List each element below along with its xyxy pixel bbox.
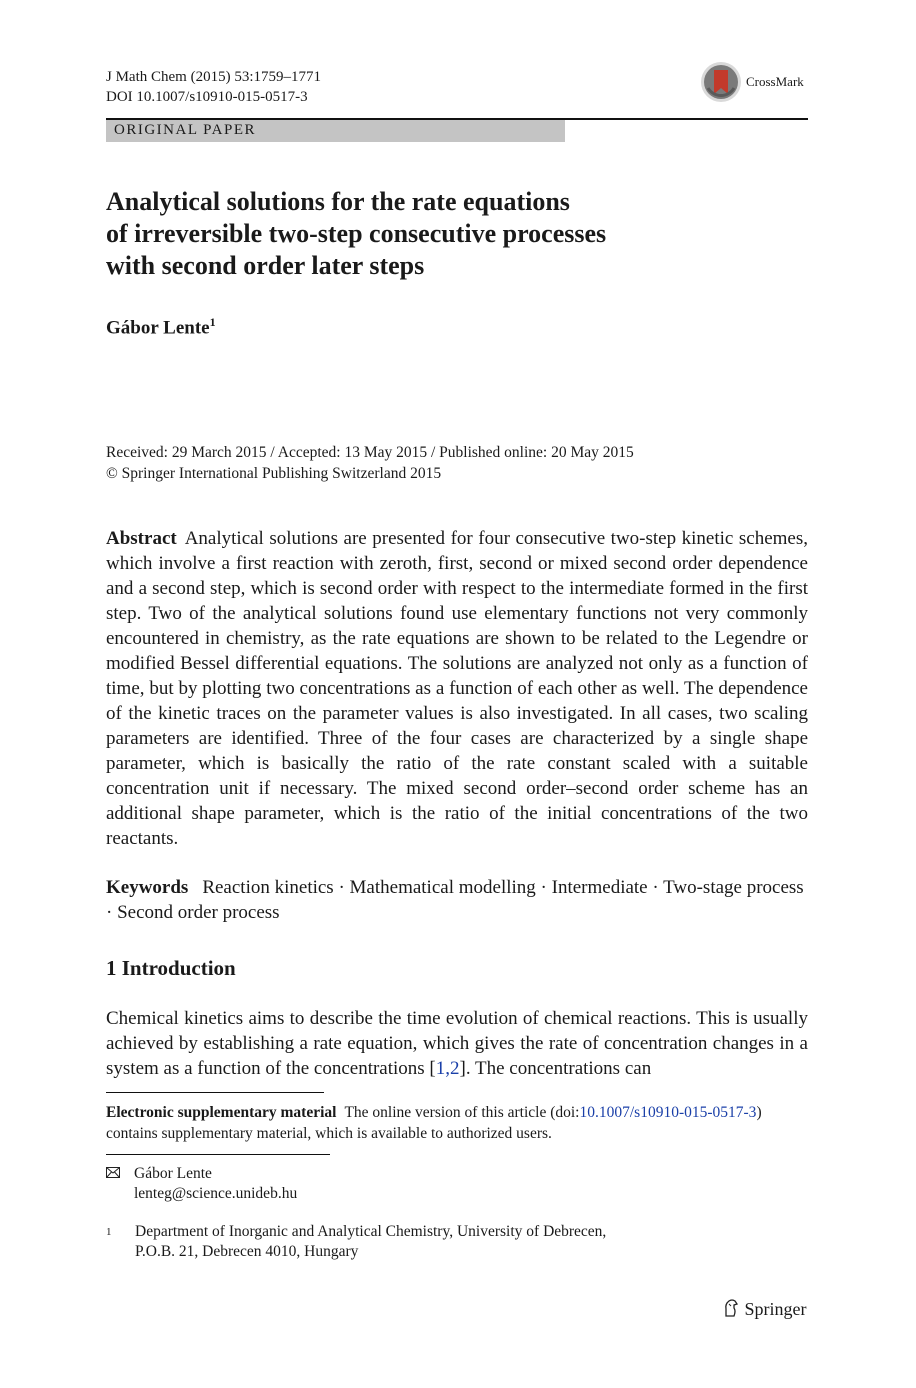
journal-doi: DOI 10.1007/s10910-015-0517-3 (106, 89, 308, 105)
keywords (106, 875, 808, 925)
crossmark-label: CrossMark (746, 74, 804, 89)
contact-email[interactable]: lenteg@science.unideb.hu (134, 1185, 298, 1202)
affiliation-line-2: P.O.B. 21, Debrecen 4010, Hungary (135, 1243, 359, 1260)
reference-link-1[interactable]: 1 (435, 1058, 446, 1079)
publisher-name: Springer (744, 1299, 807, 1319)
affiliation-number: 1 (106, 1226, 112, 1238)
springer-horse-icon (722, 1298, 740, 1318)
journal-info (106, 67, 321, 107)
contact-rule (106, 1154, 330, 1155)
abstract (106, 526, 808, 851)
abstract-label: Abstract (106, 528, 177, 549)
author-affiliation-mark: 1 (209, 315, 216, 329)
paper-title (106, 186, 806, 282)
crossmark-icon (700, 60, 742, 104)
intro-paragraph (106, 1006, 808, 1081)
doi-link[interactable]: 10.1007/s10910-015-0517-3 (579, 1104, 757, 1121)
author (106, 315, 216, 339)
corresponding-author (106, 1164, 297, 1204)
intro-text: Chemical kinetics aims to describe the time evolution of chemical reactions. This is usually achieved by establishing a rate equation, which gives the rate of concentration changes in a system as a function of the concentrations [ (106, 1008, 808, 1079)
title-line-1: Analytical solutions for the rate equations (106, 187, 570, 216)
paper-type-band (106, 120, 565, 142)
copyright-line: © Springer International Publishing Switzerland 2015 (106, 465, 442, 482)
journal-citation: J Math Chem (2015) 53:1759–1771 (106, 69, 321, 85)
supplementary-footnote (106, 1102, 808, 1144)
publication-dates (106, 442, 634, 484)
keywords-label: Keywords (106, 877, 189, 898)
crossmark-badge[interactable] (700, 60, 810, 104)
title-line-3: with second order later steps (106, 251, 425, 280)
intro-text-end: ]. The concentrations can (459, 1058, 652, 1079)
author-name: Gábor Lente (106, 317, 210, 339)
section-heading: 1 Introduction (106, 956, 236, 980)
keywords-text: Reaction kinetics · Mathematical modelling · Intermediate · Two-stage process · Second order process (106, 877, 804, 923)
title-line-2: of irreversible two-step consecutive processes (106, 219, 607, 248)
reference-link-2[interactable]: 2 (450, 1058, 460, 1079)
footnote-rule (106, 1092, 324, 1093)
affiliation (106, 1222, 606, 1262)
abstract-text: Analytical solutions are presented for four consecutive two-step kinetic schemes, which involve a first reaction with zeroth, first, second or mixed second order dependence and a second step, which is second order with respect to the intermediate formed in the first step. Two of the analytical solutions found use elementary functions not very commonly encountered in chemistry, as the rate equations are shown to be related to the Legendre or modified Bessel differential equations. The solutions are analyzed not only as a function of time, but by plotting two concentrations as a function of each other as well. The dependence of the kinetic traces on the parameter values is also investigated. In all cases, two scaling parameters are identified. Three of the four cases are characterized by a single shape parameter, which is basically the ratio of the rate constant scaled with a suitable concentration unit if necessary. The mixed second order–second order scheme has an additional shape parameter, which is the ratio of the initial concentrations of the two reactants. (106, 528, 808, 849)
esm-label: Electronic supplementary material (106, 1104, 337, 1121)
dates-line: Received: 29 March 2015 / Accepted: 13 May 2015 / Published online: 20 May 2015 (106, 444, 634, 461)
reference-separator: , (445, 1058, 451, 1079)
paper-type-label: ORIGINAL PAPER (114, 122, 256, 138)
esm-text-end: ) contains supplementary material, which is available to authorized users. (106, 1104, 762, 1142)
esm-text: The online version of this article (doi: (344, 1104, 580, 1121)
envelope-icon (106, 1164, 124, 1184)
publisher-logo (722, 1298, 807, 1320)
contact-name: Gábor Lente (134, 1165, 212, 1182)
affiliation-line-1: Department of Inorganic and Analytical Chemistry, University of Debrecen, (135, 1223, 607, 1240)
